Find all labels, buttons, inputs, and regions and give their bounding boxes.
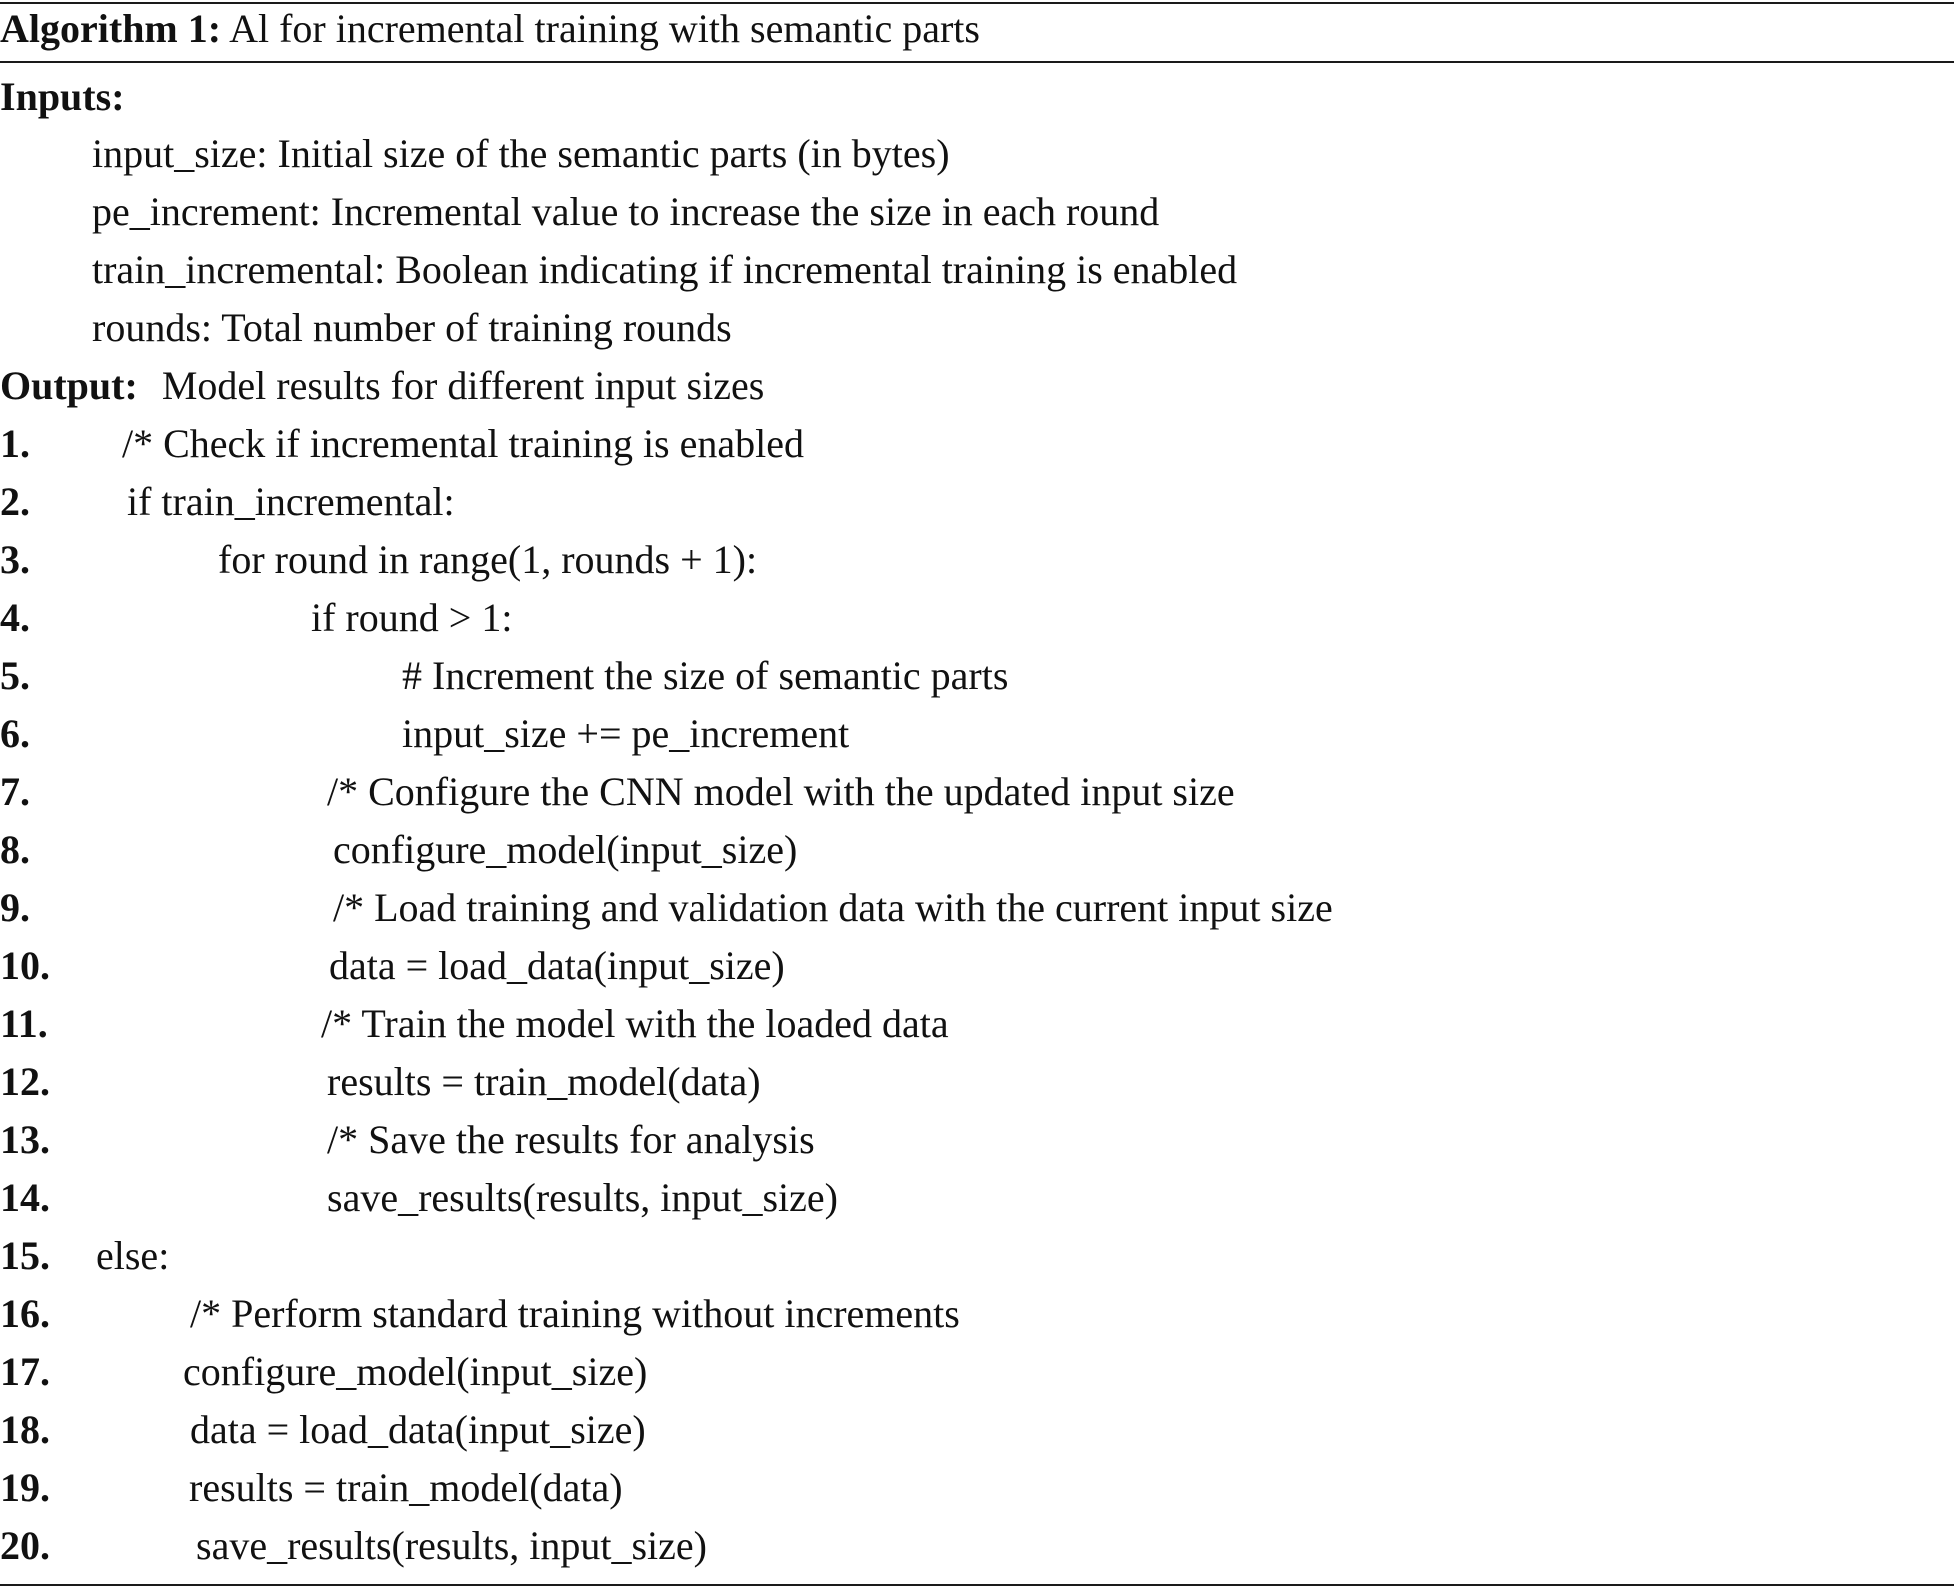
step-line — [0, 1053, 1954, 1111]
step-line — [0, 821, 1954, 879]
step-number: 8. — [0, 827, 30, 872]
step-line — [0, 1227, 1954, 1285]
step-line — [0, 995, 1954, 1053]
step-text: data = load_data(input_size) — [329, 943, 785, 988]
step-text: for round in range(1, rounds + 1): — [218, 537, 758, 582]
input-item: pe_increment: Incremental value to increase the size in each round — [92, 189, 1160, 234]
input-item: input_size: Initial size of the semantic parts (in bytes) — [92, 131, 950, 176]
step-line — [0, 415, 1954, 473]
step-text: /* Train the model with the loaded data — [321, 1001, 949, 1046]
step-line — [0, 1459, 1954, 1517]
step-number: 11. — [0, 1001, 48, 1046]
step-line — [0, 1285, 1954, 1343]
caption-title: Al for incremental training with semantic parts — [229, 6, 980, 51]
input-item: train_incremental: Boolean indicating if incremental training is enabled — [92, 247, 1238, 292]
step-line — [0, 1169, 1954, 1227]
caption-label: Algorithm 1: — [0, 6, 222, 51]
step-number: 20. — [0, 1523, 50, 1568]
step-text: configure_model(input_size) — [183, 1349, 648, 1394]
algorithm-caption — [0, 0, 980, 58]
step-text: if round > 1: — [311, 595, 513, 640]
step-line — [0, 531, 1954, 589]
step-number: 15. — [0, 1233, 50, 1278]
inputs-heading: Inputs: — [0, 74, 125, 119]
step-text: /* Perform standard training without increments — [190, 1291, 960, 1336]
output-text: Model results for different input sizes — [161, 363, 765, 408]
step-number: 17. — [0, 1349, 50, 1394]
step-number: 12. — [0, 1059, 50, 1104]
step-number: 2. — [0, 479, 30, 524]
step-number: 14. — [0, 1175, 50, 1220]
step-number: 18. — [0, 1407, 50, 1452]
step-text: /* Load training and validation data with the current input size — [333, 885, 1333, 930]
input-item: rounds: Total number of training rounds — [92, 305, 732, 350]
bottom-rule — [0, 1584, 1954, 1586]
step-text: else: — [96, 1233, 170, 1278]
step-line — [0, 473, 1954, 531]
step-line — [0, 937, 1954, 995]
step-text: results = train_model(data) — [189, 1465, 623, 1510]
step-text: results = train_model(data) — [327, 1059, 761, 1104]
step-line — [0, 1111, 1954, 1169]
step-number: 19. — [0, 1465, 50, 1510]
step-text: if train_incremental: — [127, 479, 455, 524]
caption-rule — [0, 61, 1954, 63]
step-line — [0, 1343, 1954, 1401]
step-number: 10. — [0, 943, 50, 988]
step-number: 9. — [0, 885, 30, 930]
step-number: 7. — [0, 769, 30, 814]
output-heading: Output: — [0, 363, 138, 408]
step-number: 1. — [0, 421, 30, 466]
step-line — [0, 647, 1954, 705]
step-text: data = load_data(input_size) — [190, 1407, 646, 1452]
step-text: configure_model(input_size) — [333, 827, 798, 872]
step-number: 3. — [0, 537, 30, 582]
step-line — [0, 705, 1954, 763]
step-number: 6. — [0, 711, 30, 756]
step-line — [0, 763, 1954, 821]
step-line — [0, 1401, 1954, 1459]
step-text: /* Configure the CNN model with the updated input size — [327, 769, 1235, 814]
step-line — [0, 589, 1954, 647]
step-number: 5. — [0, 653, 30, 698]
step-line — [0, 1517, 1954, 1575]
step-text: save_results(results, input_size) — [196, 1523, 707, 1568]
step-line — [0, 879, 1954, 937]
step-number: 4. — [0, 595, 30, 640]
step-text: # Increment the size of semantic parts — [402, 653, 1009, 698]
step-text: input_size += pe_increment — [402, 711, 850, 756]
step-text: /* Save the results for analysis — [327, 1117, 815, 1162]
step-text: save_results(results, input_size) — [327, 1175, 838, 1220]
output-line — [0, 357, 764, 415]
step-number: 13. — [0, 1117, 50, 1162]
step-number: 16. — [0, 1291, 50, 1336]
step-text: /* Check if incremental training is enabled — [122, 421, 804, 466]
